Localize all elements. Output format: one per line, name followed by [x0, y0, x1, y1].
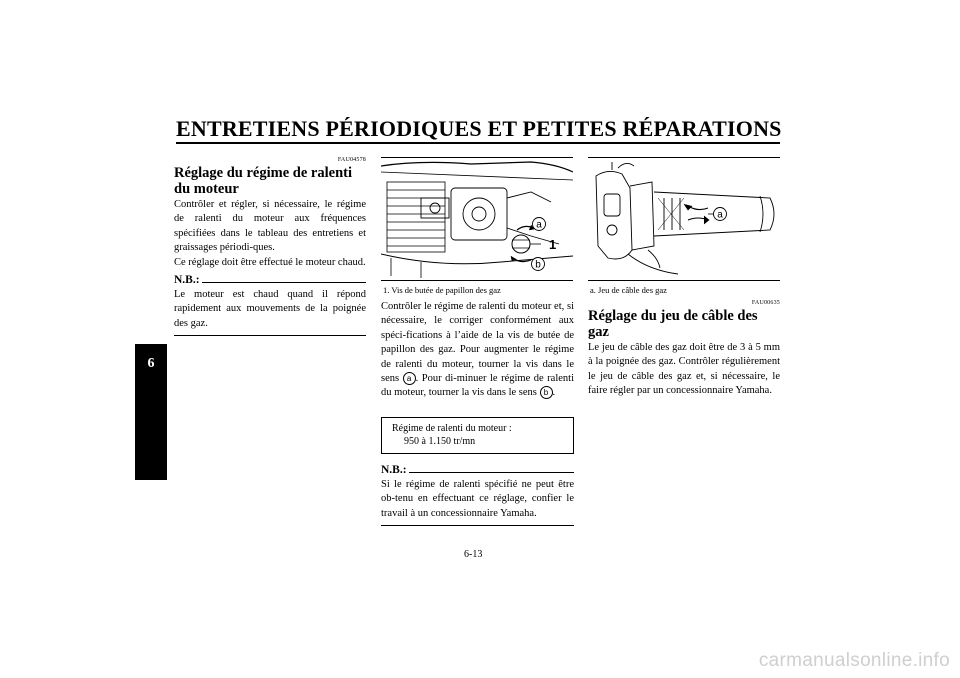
paragraph-text: . Pour di-minuer le régime de ralenti du moteur, tourner la vis dans le sens — [381, 373, 575, 399]
page-number: 6-13 — [464, 549, 483, 560]
section-ref: FAU04578 — [337, 157, 366, 163]
note-end-rule — [381, 525, 574, 526]
note-label: N.B.: — [174, 274, 200, 287]
note-text: Si le régime de ralenti spécifié ne peut être ob-tenu en effectuant ce réglage, confier le travail à un concessionnaire Yamaha. — [381, 478, 574, 519]
note-rule — [202, 282, 366, 283]
direction-marker-a: a — [403, 372, 416, 385]
figure-label-a: a — [536, 219, 542, 231]
right-column — [588, 300, 780, 399]
paragraph-text: . — [552, 387, 556, 399]
figure-label-b: b — [535, 259, 541, 271]
page-header-title: ENTRETIENS PÉRIODIQUES ET PETITES RÉPARATIONS — [176, 116, 782, 141]
spec-value: 950 à 1.150 tr/mn — [404, 436, 476, 448]
section-heading: Réglage du jeu de câble des gaz — [588, 308, 758, 340]
throttle-stop-screw-figure — [381, 157, 573, 281]
body-paragraph: Le jeu de câble des gaz doit être de 3 à 5 mm à la poignée des gaz. Contrôler régulièrement le jeu de câble des gaz et, si nécessaire, le faire régler par un concessionnaire Yamaha. — [588, 342, 780, 397]
section-ref: FAU00635 — [751, 300, 780, 306]
engine-illustration — [381, 158, 573, 280]
handlebar-illustration — [588, 158, 780, 280]
note-text: Le moteur est chaud quand il répond rapidement aux mouvements de la poignée des gaz. — [174, 289, 366, 329]
body-paragraph — [381, 300, 574, 401]
note-end-rule — [174, 335, 366, 336]
header-rule — [176, 142, 780, 144]
spec-label: Régime de ralenti du moteur : — [392, 422, 512, 434]
body-paragraph: Ce réglage doit être effectué le moteur chaud. — [174, 256, 366, 268]
chapter-tab: 6 — [135, 344, 167, 480]
spec-box — [381, 417, 574, 454]
note-rule — [409, 472, 574, 473]
figure-label-a: a — [717, 209, 723, 221]
section-heading: Réglage du régime de ralenti du moteur — [174, 165, 352, 197]
direction-marker-b: b — [540, 386, 553, 399]
figure-caption: 1. Vis de butée de papillon des gaz — [383, 285, 501, 295]
throttle-cable-figure — [588, 157, 780, 281]
note-label: N.B.: — [381, 463, 407, 476]
middle-column — [381, 300, 574, 526]
note-header — [174, 274, 366, 286]
left-column — [174, 157, 366, 336]
figure-label-1: 1 — [549, 237, 557, 252]
body-paragraph: Contrôler et régler, si nécessaire, le régime de ralenti du moteur aux fréquences spécifiées dans le tableau des entretiens et graissages périodi-ques. — [174, 199, 366, 254]
note-header — [381, 464, 574, 476]
watermark: carmanualsonline.info — [758, 650, 950, 671]
paragraph-text: Contrôler le régime de ralenti du moteur et, si nécessaire, le corriger conformément aux spéci-fications à l’aide de la vis de butée de papillon des gaz. Pour augmenter le régime de ralenti du moteur, tourner la vis dans le sens — [381, 301, 574, 385]
figure-caption: a. Jeu de câble des gaz — [590, 285, 667, 295]
